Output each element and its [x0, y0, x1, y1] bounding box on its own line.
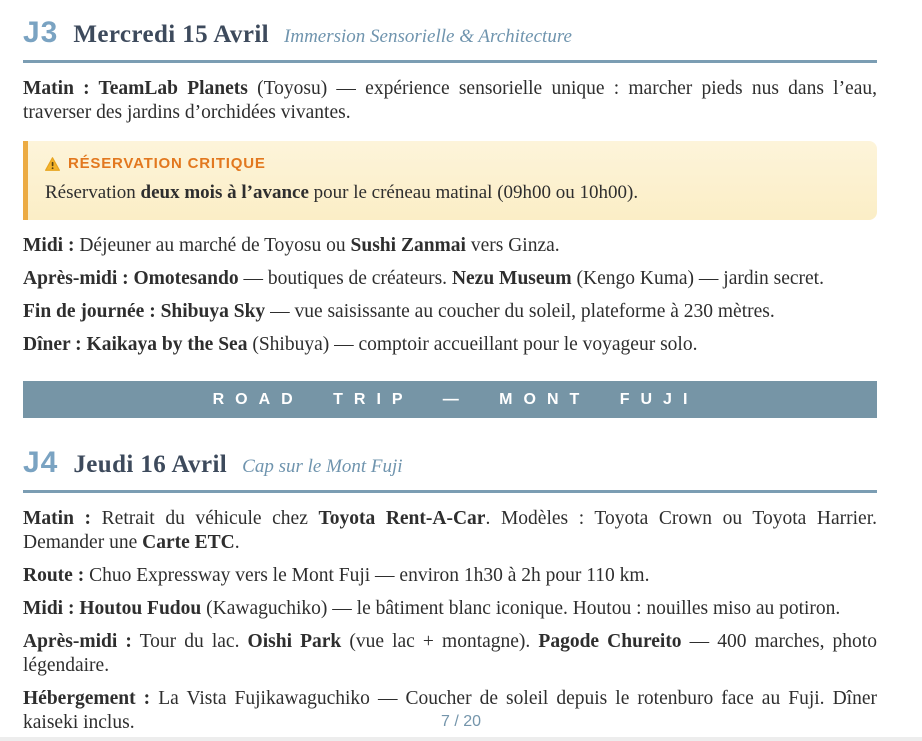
day-number-badge: J4: [23, 446, 59, 479]
bold-text-segment: Après-midi : Omotesando: [23, 268, 239, 289]
bold-text-segment: Carte ETC: [142, 532, 235, 553]
bold-text-segment: Pagode Chureito: [538, 631, 682, 652]
text-segment: Réservation: [45, 182, 141, 203]
bold-text-segment: Route :: [23, 565, 85, 586]
warning-icon: [45, 157, 60, 171]
text-segment: vers Ginza.: [465, 235, 560, 256]
paragraph-j3-diner: [23, 333, 877, 357]
page-edge-separator: [0, 737, 922, 741]
bold-text-segment: Dîner : Kaikaya by the Sea: [23, 334, 248, 355]
text-segment: Retrait du véhicule chez: [91, 508, 319, 529]
bold-text-segment: Fin de journée : Shibuya Sky: [23, 301, 266, 322]
road-trip-banner: [23, 381, 877, 418]
day-section-j4: [23, 446, 877, 735]
paragraph-j3-fin-de-journee: [23, 300, 877, 324]
day-theme-subtitle: Immersion Sensorielle & Architecture: [284, 26, 572, 47]
day-section-j3: [23, 16, 877, 357]
reservation-alert-box: [23, 141, 877, 220]
bold-text-segment: Toyota Rent-A-Car: [318, 508, 486, 529]
paragraph-j3-apres-midi: [23, 267, 877, 291]
section-divider: [23, 60, 877, 63]
bold-text-segment: Matin : TeamLab Planets: [23, 78, 248, 99]
bold-text-segment: Hébergement :: [23, 688, 151, 709]
text-segment: .: [234, 532, 240, 553]
text-segment: Chuo Expressway vers le Mont Fuji — environ 1h30 à 2h pour 110 km.: [84, 565, 650, 586]
paragraph-j4-apres-midi: [23, 630, 877, 678]
day-header-j3: [23, 16, 877, 50]
text-segment: (Shibuya) — comptoir accueillant pour le voyageur solo.: [247, 334, 698, 355]
text-segment: Tour du lac.: [131, 631, 248, 652]
text-segment: — vue saisissante au coucher du soleil, plateforme à 230 mètres.: [265, 301, 775, 322]
paragraph-j4-matin: [23, 507, 877, 555]
text-segment: — boutiques de créateurs.: [238, 268, 452, 289]
text-segment: pour le créneau matinal (09h00 ou 10h00).: [308, 182, 639, 203]
text-segment: (Kengo Kuma) — jardin secret.: [571, 268, 824, 289]
text-segment: — 400 marches, photo légendaire.: [23, 631, 877, 676]
bold-text-segment: Oishi Park: [247, 631, 342, 652]
page-footer: [0, 713, 922, 731]
paragraph-j4-route: [23, 564, 877, 588]
alert-title-row: [45, 155, 857, 172]
bold-text-segment: deux mois à l’avance: [140, 182, 309, 203]
section-divider: [23, 490, 877, 493]
bold-text-segment: Matin :: [23, 508, 92, 529]
text-segment: (vue lac + montagne).: [341, 631, 539, 652]
paragraph-j3-midi: [23, 234, 877, 258]
text-segment: (Kawaguchiko) — le bâtiment blanc iconique. Houtou : nouilles miso au potiron.: [201, 598, 841, 619]
bold-text-segment: Après-midi :: [23, 631, 132, 652]
bold-text-segment: Sushi Zanmai: [350, 235, 466, 256]
text-segment: Déjeuner au marché de Toyosu ou: [74, 235, 351, 256]
text-segment: (Toyosu) — expérience sensorielle unique : marcher pieds nus dans l’eau, traverser des jardins d’orchidées vivantes.: [23, 78, 877, 123]
day-date: Jeudi 16 Avril: [73, 451, 228, 478]
paragraph-j4-midi: [23, 597, 877, 621]
alert-title: RÉSERVATION CRITIQUE: [68, 155, 266, 172]
paragraph-j3-matin: [23, 77, 877, 125]
banner-label: ROAD TRIP — MONT FUJI: [212, 391, 699, 408]
day-date: Mercredi 15 Avril: [73, 21, 270, 48]
day-number-badge: J3: [23, 16, 59, 49]
bold-text-segment: Nezu Museum: [451, 268, 572, 289]
day-theme-subtitle: Cap sur le Mont Fuji: [242, 456, 403, 477]
bold-text-segment: Midi : Houtou Fudou: [23, 598, 202, 619]
alert-body-text: [45, 181, 857, 205]
text-segment: . Modèles : Toyota Crown ou Toyota Harrier. Demander une: [23, 508, 877, 553]
day-header-j4: [23, 446, 877, 480]
text-segment: La Vista Fujikawaguchiko — Coucher de soleil depuis le rotenburo face au Fuji. Dîner kaiseki inclus.: [23, 688, 877, 733]
page-number-indicator: 7 / 20: [440, 713, 482, 730]
bold-text-segment: Midi :: [23, 235, 75, 256]
